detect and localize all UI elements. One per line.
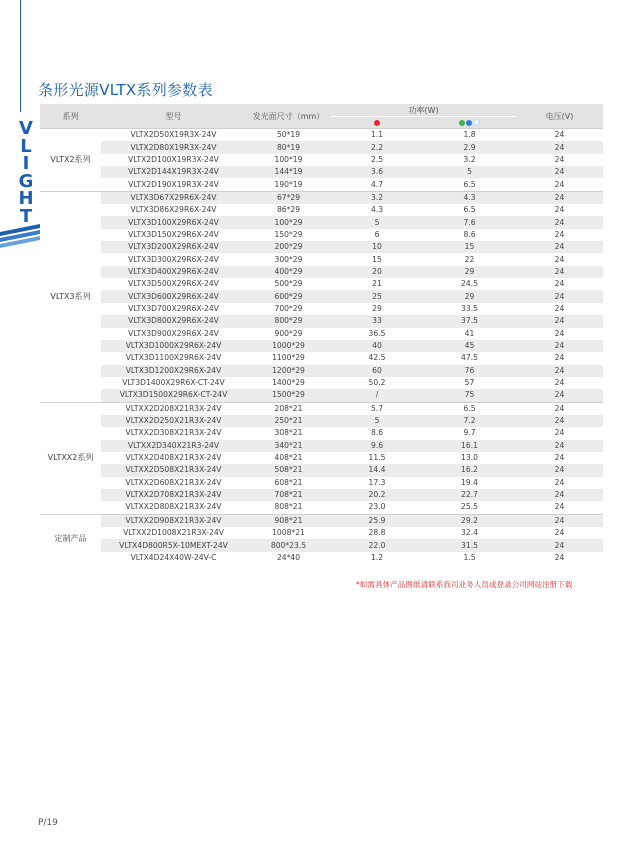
- power-rgbw-cell: 76: [423, 365, 516, 377]
- power-red-cell: 28.8: [368, 528, 386, 538]
- model-cell: VLTXX2D408X21R3X-24V: [125, 453, 222, 463]
- model-cell: VLTXX2D340X21R3-24V: [101, 440, 246, 452]
- model-cell: VLTX3D67X29R6X-24V: [101, 191, 246, 204]
- power-red-cell: 1.1: [331, 129, 423, 142]
- model-cell: VLTX3D300X29R6X-24V: [128, 254, 219, 264]
- model-cell: VLTXX2D608X21R3X-24V: [125, 477, 222, 487]
- power-red-cell: 36.5: [368, 328, 386, 338]
- table-row: [40, 452, 603, 464]
- voltage-cell: 24: [554, 303, 565, 313]
- size-cell: 800*29: [246, 315, 331, 327]
- voltage-cell: 24: [554, 179, 565, 189]
- model-cell: VLTXX2D208X21R3X-24V: [101, 402, 246, 415]
- power-rgbw-cell: 15: [423, 241, 516, 253]
- voltage-cell: 24: [516, 402, 603, 415]
- table-row: [40, 527, 603, 539]
- brand-letter: H: [18, 188, 34, 209]
- table-row: [40, 389, 603, 402]
- size-cell: 80*19: [246, 141, 331, 153]
- voltage-cell: 24: [554, 205, 565, 215]
- model-cell: VLTX3D800X29R6X-24V: [101, 315, 246, 327]
- size-cell: 190*19: [274, 179, 303, 189]
- size-cell: 508*21: [246, 464, 331, 476]
- power-rgbw-cell: 19.4: [461, 477, 478, 487]
- green-dot-icon: [459, 120, 465, 126]
- power-rgbw-cell: 24.5: [461, 279, 478, 289]
- power-red-cell: 25.9: [331, 514, 423, 527]
- voltage-cell: 24: [516, 489, 603, 501]
- model-cell: VLTX2D144X19R3X-24V: [101, 166, 246, 178]
- power-red-cell: 9.6: [331, 440, 423, 452]
- voltage-cell: 24: [554, 229, 565, 239]
- size-cell: 67*29: [246, 191, 331, 204]
- power-rgbw-cell: 22.7: [423, 489, 516, 501]
- table-row: [40, 315, 603, 327]
- power-rgbw-cell: 45: [423, 340, 516, 352]
- power-red-cell: 4.7: [370, 179, 384, 189]
- power-rgbw-cell: 57: [464, 378, 475, 388]
- voltage-cell: 24: [516, 141, 603, 153]
- voltage-cell: 24: [516, 464, 603, 476]
- size-cell: 1400*29: [272, 378, 305, 388]
- table-row: [40, 514, 603, 527]
- voltage-cell: 24: [554, 528, 565, 538]
- power-red-cell: 14.4: [331, 464, 423, 476]
- power-red-cell: 42.5: [368, 353, 386, 363]
- voltage-cell: 24: [554, 428, 565, 438]
- voltage-cell: 24: [516, 389, 603, 402]
- size-cell: 908*21: [246, 514, 331, 527]
- power-red-cell: 29: [372, 303, 382, 313]
- power-rgbw-cell: 25.5: [461, 502, 478, 512]
- model-cell: VLTX3D700X29R6X-24V: [128, 303, 219, 313]
- power-rgbw-cell: 3.2: [463, 154, 476, 164]
- voltage-cell: 24: [554, 328, 565, 338]
- power-rgbw-cell: 47.5: [461, 353, 478, 363]
- model-cell: VLTXX2D308X21R3X-24V: [125, 428, 222, 438]
- power-rgbw-cell: 8.6: [463, 229, 476, 239]
- table-row: [40, 415, 603, 427]
- header-voltage: 电压(V): [516, 104, 603, 129]
- brand-letter: V: [19, 118, 33, 139]
- power-red-cell: 3.2: [331, 191, 423, 204]
- voltage-cell: 24: [516, 216, 603, 228]
- power-rgbw-cell: 4.3: [423, 191, 516, 204]
- size-cell: 608*21: [274, 477, 303, 487]
- size-cell: 700*29: [274, 303, 303, 313]
- power-red-header: [331, 117, 423, 129]
- model-cell: VLT3D1400X29R6X-CT-24V: [122, 378, 225, 388]
- model-cell: VLTX2D80X19R3X-24V: [101, 141, 246, 153]
- table-row: [40, 229, 603, 241]
- voltage-cell: 24: [554, 154, 565, 164]
- model-cell: VLTXX2D508X21R3X-24V: [101, 464, 246, 476]
- power-rgbw-cell: 5: [423, 166, 516, 178]
- table-row: [40, 427, 603, 439]
- power-rgbw-cell: 1.5: [463, 552, 476, 562]
- voltage-cell: 24: [554, 502, 565, 512]
- power-red-cell: 25: [331, 290, 423, 302]
- table-row: [40, 204, 603, 216]
- spec-table: [40, 104, 603, 564]
- power-red-cell: 15: [372, 254, 382, 264]
- power-rgbw-cell: 6.5: [463, 179, 476, 189]
- power-red-cell: 23.0: [368, 502, 386, 512]
- model-cell: VLTX3D200X29R6X-24V: [101, 241, 246, 253]
- power-rgbw-cell: 33.5: [461, 303, 478, 313]
- size-cell: 300*29: [274, 254, 303, 264]
- size-cell: 1100*29: [272, 353, 305, 363]
- voltage-cell: 24: [516, 241, 603, 253]
- model-cell: VLTXX2D1008X21R3X-24V: [123, 528, 224, 538]
- table-row: [40, 377, 603, 389]
- voltage-cell: 24: [516, 340, 603, 352]
- model-cell: VLTXX2D808X21R3X-24V: [125, 502, 222, 512]
- size-cell: 86*29: [276, 205, 301, 215]
- power-red-cell: 5: [331, 216, 423, 228]
- power-rgbw-cell: 22: [464, 254, 475, 264]
- table-row: [40, 365, 603, 377]
- power-red-cell: 20.2: [331, 489, 423, 501]
- size-cell: 808*21: [274, 502, 303, 512]
- model-cell: VLTX4D24X40W-24V-C: [130, 552, 217, 562]
- power-red-cell: 60: [331, 365, 423, 377]
- size-cell: 150*29: [274, 229, 303, 239]
- voltage-cell: 24: [516, 440, 603, 452]
- table-row: [40, 328, 603, 340]
- power-red-cell: 5.7: [331, 402, 423, 415]
- voltage-cell: 24: [554, 254, 565, 264]
- size-cell: 800*23.5: [246, 539, 331, 551]
- model-cell: VLTX3D900X29R6X-24V: [128, 328, 219, 338]
- power-red-cell: /: [331, 389, 423, 402]
- page-title: 条形光源VLTX系列参数表: [38, 81, 213, 99]
- size-cell: 308*21: [274, 428, 303, 438]
- table-row: [40, 253, 603, 265]
- table-row: [40, 539, 603, 551]
- table-row: [40, 241, 603, 253]
- voltage-cell: 24: [554, 477, 565, 487]
- vertical-brand-vlight: [12, 120, 40, 225]
- table-row: [40, 191, 603, 204]
- power-rgbw-cell: 31.5: [423, 539, 516, 551]
- spec-table-body: [40, 129, 603, 565]
- table-row: [40, 278, 603, 290]
- power-rgbw-cell: 32.4: [461, 528, 478, 538]
- series-group-cell: VLTX3系列: [40, 191, 101, 402]
- model-cell: VLTX3D400X29R6X-24V: [101, 266, 246, 278]
- power-rgbw-cell: 1.8: [423, 129, 516, 142]
- model-cell: VLTX3D1200X29R6X-24V: [101, 365, 246, 377]
- table-row: [40, 129, 603, 142]
- model-cell: VLTX3D1500X29R6X-CT-24V: [101, 389, 246, 402]
- header-model: 型号: [101, 104, 246, 129]
- voltage-cell: 24: [554, 378, 565, 388]
- series-group-cell: VLTX2系列: [40, 129, 101, 192]
- size-cell: 900*29: [274, 328, 303, 338]
- voltage-cell: 24: [516, 129, 603, 142]
- power-rgbw-cell: 7.2: [423, 415, 516, 427]
- power-rgbw-cell: 6.5: [463, 205, 476, 215]
- power-red-cell: 50.2: [368, 378, 386, 388]
- table-row: [40, 266, 603, 278]
- model-cell: VLTX3D500X29R6X-24V: [128, 279, 219, 289]
- power-red-cell: 2.2: [331, 141, 423, 153]
- model-cell: VLTX3D1100X29R6X-24V: [125, 353, 222, 363]
- power-rgbw-cell: 2.9: [423, 141, 516, 153]
- size-cell: 24*40: [276, 552, 301, 562]
- power-rgbw-cell: 75: [423, 389, 516, 402]
- table-row: [40, 154, 603, 166]
- power-rgbw-header: [423, 117, 516, 129]
- size-cell: 1000*29: [246, 340, 331, 352]
- header-size: 发光面尺寸（mm）: [246, 104, 331, 129]
- size-cell: 340*21: [246, 440, 331, 452]
- table-row: [40, 440, 603, 452]
- voltage-cell: 24: [516, 266, 603, 278]
- size-cell: 100*19: [274, 154, 303, 164]
- model-cell: VLTX3D1000X29R6X-24V: [101, 340, 246, 352]
- red-dot-icon: [374, 120, 380, 126]
- blue-dot-icon: [466, 120, 472, 126]
- model-cell: VLTXX2D250X21R3X-24V: [101, 415, 246, 427]
- power-red-cell: 4.3: [370, 205, 384, 215]
- header-series: 系列: [40, 104, 101, 129]
- power-red-cell: 10: [331, 241, 423, 253]
- model-cell: VLTX3D86X29R6X-24V: [130, 205, 217, 215]
- voltage-cell: 24: [516, 191, 603, 204]
- model-cell: VLTX3D100X29R6X-24V: [101, 216, 246, 228]
- table-row: [40, 290, 603, 302]
- power-red-cell: 5: [331, 415, 423, 427]
- size-cell: 408*21: [274, 453, 303, 463]
- power-red-cell: 22.0: [331, 539, 423, 551]
- power-rgbw-cell: 6.5: [423, 402, 516, 415]
- table-row: [40, 141, 603, 153]
- size-cell: 600*29: [246, 290, 331, 302]
- power-rgbw-cell: 29.2: [423, 514, 516, 527]
- header-power: 功率(W): [331, 104, 516, 117]
- size-cell: 250*21: [246, 415, 331, 427]
- power-red-cell: 1.2: [370, 552, 384, 562]
- sidebar-divider: [20, 0, 21, 112]
- brand-letter: I: [22, 153, 30, 174]
- model-cell: VLTX4D800R5X-10MEXT-24V: [101, 539, 246, 551]
- power-rgbw-cell: 29: [423, 266, 516, 278]
- white-dot-icon: [473, 119, 480, 126]
- power-red-cell: 6: [374, 229, 380, 239]
- table-row: [40, 477, 603, 489]
- table-row: [40, 402, 603, 415]
- table-row: [40, 501, 603, 514]
- table-row: [40, 216, 603, 228]
- table-row: [40, 552, 603, 564]
- power-rgbw-cell: 16.2: [423, 464, 516, 476]
- table-row: [40, 464, 603, 476]
- power-red-cell: 2.5: [370, 154, 384, 164]
- voltage-cell: 24: [554, 353, 565, 363]
- power-red-cell: 33: [331, 315, 423, 327]
- table-row: [40, 489, 603, 501]
- model-cell: VLTXX2D908X21R3X-24V: [101, 514, 246, 527]
- voltage-cell: 24: [516, 315, 603, 327]
- power-red-cell: 40: [331, 340, 423, 352]
- voltage-cell: 24: [516, 290, 603, 302]
- footnote: *如需具体产品图纸请联系我司业务人员或登录公司网站注册下载: [356, 580, 573, 589]
- power-rgbw-cell: 16.1: [423, 440, 516, 452]
- model-cell: VLTX3D150X29R6X-24V: [128, 229, 219, 239]
- series-group-cell: 定制产品: [40, 514, 101, 564]
- power-red-cell: 8.6: [370, 428, 384, 438]
- brand-letter: G: [18, 170, 34, 192]
- voltage-cell: 24: [516, 539, 603, 551]
- power-red-cell: 17.3: [368, 477, 386, 487]
- power-rgbw-cell: 29: [423, 290, 516, 302]
- voltage-cell: 24: [516, 166, 603, 178]
- size-cell: 1008*21: [272, 528, 305, 538]
- size-cell: 400*29: [246, 266, 331, 278]
- voltage-cell: 24: [516, 415, 603, 427]
- table-row: [40, 178, 603, 191]
- table-row: [40, 352, 603, 364]
- size-cell: 1500*29: [246, 389, 331, 402]
- size-cell: 50*19: [246, 129, 331, 142]
- power-rgbw-cell: 7.6: [423, 216, 516, 228]
- brand-letter: L: [20, 135, 32, 157]
- table-row: [40, 340, 603, 352]
- power-rgbw-cell: 9.7: [463, 428, 476, 438]
- table-row: [40, 303, 603, 315]
- table-row: [40, 166, 603, 178]
- model-cell: VLTXX2D708X21R3X-24V: [101, 489, 246, 501]
- voltage-cell: 24: [516, 365, 603, 377]
- voltage-cell: 24: [554, 552, 565, 562]
- page-number: P/19: [38, 818, 58, 828]
- voltage-cell: 24: [554, 453, 565, 463]
- power-red-cell: 20: [331, 266, 423, 278]
- model-cell: VLTX2D190X19R3X-24V: [128, 179, 219, 189]
- brand-letter: T: [19, 205, 33, 227]
- power-red-cell: 3.6: [331, 166, 423, 178]
- size-cell: 1200*29: [246, 365, 331, 377]
- power-rgbw-cell: 37.5: [423, 315, 516, 327]
- size-cell: 708*21: [246, 489, 331, 501]
- voltage-cell: 24: [516, 514, 603, 527]
- brand-stripes-graphic: [0, 224, 40, 250]
- size-cell: 100*29: [246, 216, 331, 228]
- size-cell: 200*29: [246, 241, 331, 253]
- power-rgbw-cell: 13.0: [461, 453, 478, 463]
- model-cell: VLTX2D100X19R3X-24V: [128, 154, 219, 164]
- power-rgbw-cell: 41: [464, 328, 475, 338]
- model-cell: VLTX2D50X19R3X-24V: [101, 129, 246, 142]
- series-group-cell: VLTXX2系列: [40, 402, 101, 514]
- power-red-cell: 21: [372, 279, 382, 289]
- voltage-cell: 24: [554, 279, 565, 289]
- size-cell: 500*29: [274, 279, 303, 289]
- size-cell: 208*21: [246, 402, 331, 415]
- power-red-cell: 11.5: [368, 453, 386, 463]
- model-cell: VLTX3D600X29R6X-24V: [101, 290, 246, 302]
- size-cell: 144*19: [246, 166, 331, 178]
